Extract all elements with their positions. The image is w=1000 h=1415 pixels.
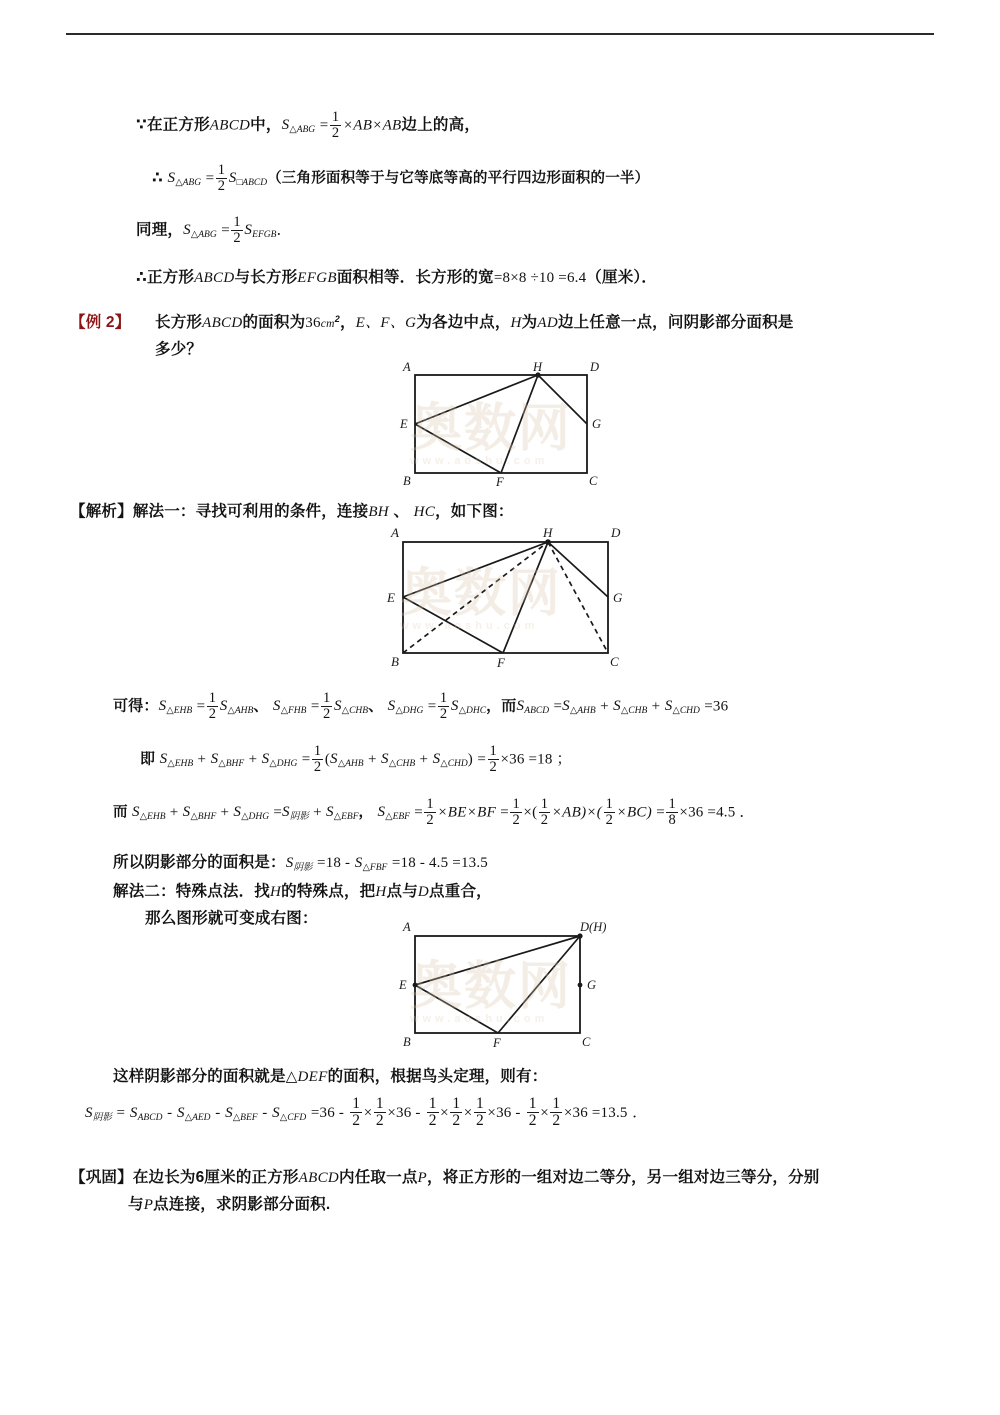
ex2-f: 边上任意一点，问阴影部分面积是 bbox=[557, 314, 794, 331]
figure-2-vertex-A: A bbox=[391, 525, 399, 540]
figure-3-watermark: 奥数网 www.aoshu.com bbox=[410, 958, 573, 1025]
figure-2-vertex-E: E bbox=[387, 590, 395, 605]
ex2-unit: cm bbox=[320, 318, 335, 330]
figure-1-vertex-A: A bbox=[403, 360, 411, 374]
derivation-line2: 即 $S_{\triangle EHB} + S_{\triangle BHF} + S_{\triangle DHG}$ = $\frac{1}{2}$ $(S_{\triangle AHB} + S_{\triangle CHB} + S_{\triangle CHD})$ = $\frac{1}{2}$ ×36 =18 ； bbox=[140, 743, 572, 775]
ex2-ad: AD bbox=[537, 315, 558, 331]
b1l3-frac: $\frac{1}{2}$ bbox=[233, 214, 241, 246]
b1l3-tail: ． bbox=[276, 222, 292, 239]
figure-2-vertex-H: H bbox=[543, 525, 553, 540]
b1l1-mid: 中， bbox=[250, 116, 282, 134]
b1l1-sym: S bbox=[281, 117, 290, 134]
reinforce-line1: 【巩固】在边长为6厘米的正方形ABCD内任取一点P，将正方形的一组对边二等分，另一组对边三等分，分别 bbox=[70, 1169, 820, 1186]
ex2-points: E、F、G bbox=[355, 315, 417, 331]
header-rule bbox=[66, 33, 934, 35]
ex2-h: H bbox=[510, 315, 522, 331]
figure-3 bbox=[390, 918, 625, 1050]
figure-2 bbox=[378, 523, 634, 668]
b1l2-prefix: ∴ bbox=[152, 169, 163, 187]
block1-line2 bbox=[152, 163, 649, 194]
b1l2-sym: S bbox=[167, 170, 176, 187]
d1-prefix: 可得： bbox=[113, 697, 159, 715]
example2-label-text: 【例 2】 bbox=[70, 314, 131, 331]
ex2-e: 为 bbox=[521, 314, 538, 331]
b1l4-shape1: ABCD bbox=[194, 270, 235, 286]
figure-3-vertex-G: G bbox=[587, 978, 597, 992]
block1-line3 bbox=[136, 215, 292, 246]
example2-label bbox=[70, 310, 130, 332]
derivation-line1: 可得：$S_{\triangle EHB}$ = $\frac{1}{2}$ $S_{\triangle AHB}$、 $S_{\triangle FHB}$ = $\frac{1}{2}$ $S_{\triangle CHB}$、 $S_{\triangle DHG}$ = $\frac{1}{2}$ $S_{\triangle DHC}$，而$S_{ABCD} =S_{\triangle AHB} + S_{\triangle CHB} + S_{\triangle CHD} =36$ bbox=[113, 690, 729, 722]
b1l1-rest-b: 边上的高， bbox=[401, 116, 481, 134]
figure-2-vertex-F: F bbox=[497, 655, 505, 668]
conclusion-line1: 这样阴影部分的面积就是△DEF的面积，根据鸟头定理，则有： bbox=[113, 1068, 548, 1085]
analysis-sep: 、 bbox=[393, 503, 410, 520]
b1l4-prefix: ∴正方形 bbox=[136, 269, 195, 286]
b1l1-rest-a: ×AB×AB bbox=[342, 117, 402, 134]
ex2-c: ， bbox=[339, 314, 356, 331]
figure-1-vertex-D: D bbox=[590, 360, 600, 374]
analysis-label: 【解析】 bbox=[70, 503, 133, 520]
block1-line4 bbox=[136, 265, 657, 287]
b1l3-sym2: S bbox=[244, 222, 253, 239]
b1l4-mid2: 面积相等．长方形的宽 bbox=[336, 269, 494, 286]
example2-line1 bbox=[155, 310, 793, 332]
analysis-seg1: BH bbox=[368, 504, 389, 520]
figure-3-vertex-F: F bbox=[493, 1036, 501, 1050]
figure-1 bbox=[390, 358, 620, 488]
b1l4-mid: 与长方形 bbox=[234, 269, 298, 286]
method2-line2: 那么图形就可变成右图： bbox=[145, 910, 318, 927]
b1l4-unit: （厘米）． bbox=[586, 269, 658, 286]
ex2-b: 的面积为 bbox=[242, 314, 306, 331]
b1l3-eq: = bbox=[221, 222, 230, 239]
figure-1-vertex-C: C bbox=[589, 474, 598, 488]
reinforce-label: 【巩固】 bbox=[70, 1169, 133, 1186]
analysis-line bbox=[70, 499, 514, 521]
derivation-line3: 而 $S_{\triangle EHB} + S_{\triangle BHF} + S_{\triangle DHG} =S_{阴影} + S_{\triangle EBF}$， $S_{\triangle EBF}$ = $\frac{1}{2}$ ×BE×BF = $\frac{1}{2}$ ×( $\frac{1}{2}$ ×AB)×( $\frac{1}{2}$ ×BC) = $\frac{1}{8}$ ×36 =4.5 ． bbox=[113, 796, 755, 828]
figure-1-vertex-B: B bbox=[403, 474, 411, 488]
analysis-text-a: 解法一：寻找可利用的条件，连接 bbox=[132, 503, 369, 520]
b1l2-frac: $\frac{1}{2}$ bbox=[217, 162, 226, 194]
conclusion-formula: $S_{阴影} = S_{ABCD} - S_{\triangle AED} - S_{\triangle BEF} - S_{\triangle CFD} =36$ - $\frac{1}{2}$ × $\frac{1}{2}$ ×36 - $\frac{1}{2}$ × $\frac{1}{2}$ × $\frac{1}{2}$ ×36 - $\frac{1}{2}$ × $\frac{1}{2}$ ×36 =13.5 ． bbox=[85, 1095, 648, 1129]
example2-line2: 多少？ bbox=[155, 341, 203, 358]
figure-3-vertex-E: E bbox=[399, 978, 407, 992]
figure-3-vertex-D: D(H) bbox=[580, 920, 607, 934]
b1l1-shape: ABCD bbox=[209, 117, 251, 134]
b1l1-frac: $\frac{1}{2}$ bbox=[331, 109, 340, 141]
ex2-d: 为各边中点， bbox=[416, 314, 511, 331]
b1l3-prefix: 同理， bbox=[136, 221, 184, 239]
figure-2-vertex-G: G bbox=[613, 590, 623, 605]
figure-1-vertex-G: G bbox=[592, 417, 602, 431]
ex2-sup: 2 bbox=[334, 314, 340, 324]
analysis-seg2: HC bbox=[413, 504, 436, 520]
b1l2-note: （三角形面积等于与它等底等高的平行四边形面积的一半） bbox=[267, 170, 650, 187]
block1-line1 bbox=[136, 110, 480, 141]
b1l3-sym: S bbox=[183, 222, 191, 239]
derivation-line4: 所以阴影部分的面积是：$S_{阴影} =18 - S_{\triangle FBF} =18 - 4.5 =13.5$ bbox=[113, 854, 488, 873]
figure-3-vertex-C: C bbox=[582, 1035, 591, 1049]
b1l3-sub: △ABG bbox=[190, 230, 217, 241]
method2-line1: 解法二：特殊点法．找H的特殊点，把H点与D点重合， bbox=[113, 883, 492, 900]
figure-2-watermark: 奥数网 www.aoshu.com bbox=[400, 565, 563, 632]
figure-3-vertex-A: A bbox=[403, 920, 411, 934]
reinforce-line2: 与P点连接，求阴影部分面积. bbox=[128, 1196, 331, 1213]
figure-1-watermark: 奥数网 www.aoshu.com bbox=[410, 400, 573, 467]
b1l1-eq: = bbox=[319, 117, 329, 134]
b1l4-shape2: EFGB bbox=[297, 270, 337, 286]
figure-2-vertex-C: C bbox=[610, 654, 619, 668]
figure-1-vertex-H: H bbox=[533, 360, 543, 374]
b1l2-sym2: S bbox=[228, 170, 237, 187]
b1l2-sub: △ABG bbox=[175, 178, 202, 189]
figure-2-vertex-B: B bbox=[391, 654, 399, 668]
ex2-a: 长方形 bbox=[155, 314, 203, 331]
b1l2-eq: = bbox=[205, 170, 215, 187]
b1l3-sub2: EFGB bbox=[252, 230, 277, 241]
b1l2-sub2: □ABCD bbox=[236, 178, 268, 189]
ex2-shape: ABCD bbox=[202, 315, 243, 331]
ex2-num: 36 bbox=[305, 315, 321, 331]
figure-3-vertex-B: B bbox=[403, 1035, 411, 1049]
analysis-text-b: ，如下图： bbox=[435, 503, 514, 520]
figure-1-vertex-F: F bbox=[496, 475, 504, 488]
b1l4-calc: =8×8 ÷10 =6.4 bbox=[493, 270, 587, 286]
figure-2-vertex-D: D bbox=[611, 525, 621, 540]
b1l1-sub: △ABG bbox=[289, 125, 316, 136]
b1l1-prefix: ∵在正方形 bbox=[136, 116, 210, 134]
figure-1-vertex-E: E bbox=[400, 417, 408, 431]
